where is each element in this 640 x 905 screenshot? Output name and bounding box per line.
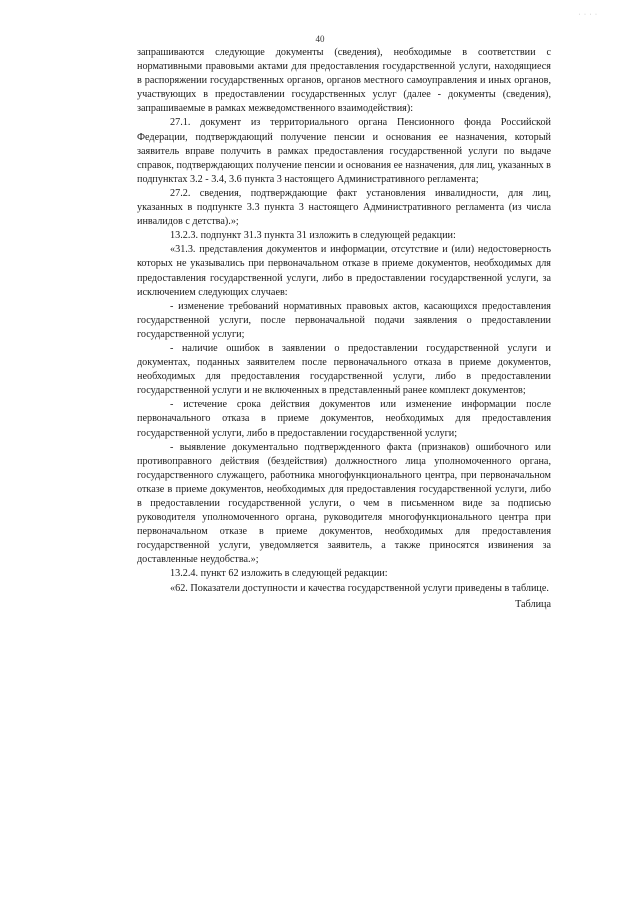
paragraph-27-1: 27.1. документ из территориального органа Пенсионного фонда Российской Федерации, подтверждающий получение пенсии и основания ее назначения, который заявитель вправе получить в рамках предоставления государственной услуги по выдаче справок, подтверждающих получение пенсии и основания ее назначения, для лиц, указанных в подпунктах 3.2 - 3.4, 3.6 пункта 3 настоящего Административного регламента; xyxy=(137,117,551,185)
list-item-expiry: - истечение срока действия документов или изменение информации после первоначального отказа в приеме документов, необходимых для предоставления государственной услуги, либо в предоставлении государственной услуги; xyxy=(137,399,551,439)
paragraph-31-3: «31.3. представления документов и информации, отсутствие и (или) недостоверность которых не указывались при первоначальном отказе в приеме документов, необходимых для предоставления государственной услуги, либо в предоставлении государственной услуги, за исключением следующих случаев: xyxy=(137,244,551,298)
list-item-errors: - наличие ошибок в заявлении о предоставлении государственной услуги и документах, поданных заявителем после первоначального отказа в приеме документов, необходимых для предоставления государственной услуги, либо в предоставлении государственной услуги и не включенных в представленный ранее комплект документов; xyxy=(137,342,551,397)
paragraph-13-2-3: 13.2.3. подпункт 31.3 пункта 31 изложить в следующей редакции: xyxy=(170,230,456,242)
list-item-misconduct: - выявление документально подтвержденного факта (признаков) ошибочного или противоправного действия (бездействия) должностного лица уполномоченного органа, государственного служащего, работника многофункционального центра, при первоначальном отказе в приеме документов, необходимых для предоставления государственной услуги, либо в предоставлении государственной услуги, о чем в письменном виде за подписью руководителя уполномоченного органа, руководителя многофункционального центра при первоначальном отказе в приеме документов, необходимых для предоставления государственной услуги, уведомляется заявитель, а также приносятся извинения за доставленные неудобства.»; xyxy=(137,441,551,566)
list-item-requirements-change: - изменение требований нормативных правовых актов, касающихся предоставления государственной услуги, после первоначальной подачи заявления о предоставлении государственной услуги; xyxy=(137,300,551,340)
paragraph-intro: запрашиваются следующие документы (сведения), необходимые в соответствии с нормативными правовыми актами для предоставления государственной услуги, находящиеся в распоряжении государственных органов, органов местного самоуправления и иных органов, участвующих в предоставлении государственных услуг (далее - документы (сведения), запрашиваемые в рамках межведомственного взаимодействия): xyxy=(137,47,551,115)
corner-mark: · · · · xyxy=(578,12,598,18)
paragraph-62: «62. Показатели доступности и качества государственной услуги приведены в таблице. xyxy=(170,582,549,594)
document-body xyxy=(137,46,551,612)
paragraph-27-2: 27.2. сведения, подтверждающие факт установления инвалидности, для лиц, указанных в подпункте 3.3 пункта 3 настоящего Административного регламента (из числа инвалидов с детства).»; xyxy=(137,187,551,228)
table-caption: Таблица xyxy=(515,598,551,610)
paragraph-13-2-4: 13.2.4. пункт 62 изложить в следующей редакции: xyxy=(170,568,388,580)
page-number: 40 xyxy=(315,34,325,44)
